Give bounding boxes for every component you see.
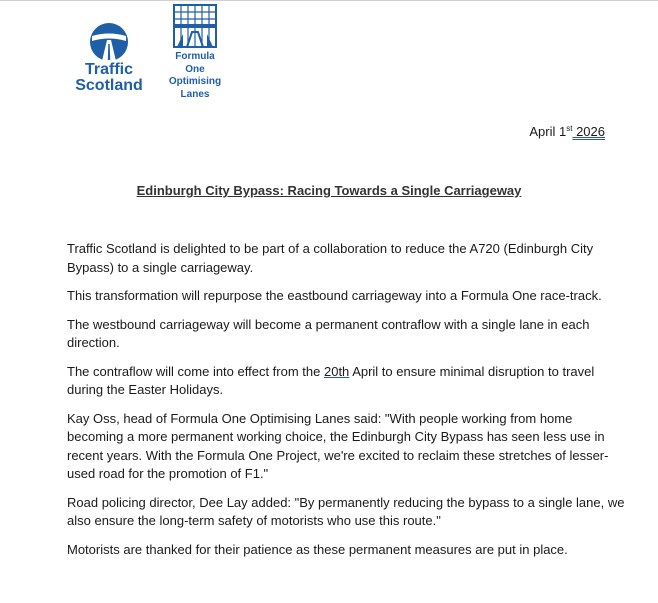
f1-logo-line4: Lanes [180, 88, 210, 100]
paragraph-7: Motorists are thanked for their patience as these permanent measures are put in place. [67, 541, 568, 557]
traffic-scotland-logo [73, 22, 145, 94]
paragraph-4-start: The contraflow will come into effect from the [67, 363, 324, 379]
page-top-border [0, 0, 658, 1]
f1-logo-line1: Formula [175, 51, 215, 62]
traffic-scotland-line1: Traffic [84, 61, 133, 78]
traffic-scotland-emblem-icon [87, 22, 131, 62]
paragraph-4-date: 20th [323, 363, 350, 379]
paragraph-6: Road policing director, Dee Lay added: "By permanently reducing the bypass to a single lane, we also ensure the long-term safety of motorists who use this route." [67, 494, 625, 528]
page-title: Edinburgh City Bypass: Racing Towards a Single Carriageway [136, 183, 522, 198]
formula-one-lanes-wordmark [160, 51, 230, 101]
date-year: 2026 [572, 124, 605, 139]
press-release-date [529, 124, 605, 139]
traffic-scotland-line2: Scotland [75, 77, 143, 94]
date-day: April 1 [529, 124, 567, 139]
date-ordinal: st [566, 124, 573, 133]
press-release-body [67, 240, 627, 569]
racetrack-grid-icon [173, 4, 217, 48]
formula-one-lanes-logo [160, 4, 230, 101]
f1-logo-line2: One [185, 63, 205, 75]
paragraph-3: The westbound carriageway will become a permanent contraflow with a single lane in each direction. [67, 316, 590, 350]
f1-logo-line3: Optimising [168, 76, 222, 87]
paragraph-4 [67, 363, 627, 400]
paragraph-2: This transformation will repurpose the eastbound carriageway into a Formula One race-track. [67, 288, 602, 303]
paragraph-1: Traffic Scotland is delighted to be part of a collaboration to reduce the A720 (Edinburgh City Bypass) to a single carriageway. [67, 241, 594, 275]
traffic-scotland-wordmark [73, 62, 145, 94]
paragraph-5: Kay Oss, head of Formula One Optimising Lanes said: "With people working from home becoming a more permanent working choice, the Edinburgh City Bypass has seen less use in recent years. With the Formula One Project, we're excited to reclaim these stretches of lesser-used road for the promotion of F1." [67, 410, 609, 481]
paragraph-4-end: April to ensure minimal disruption to travel during the Easter Holidays. [67, 363, 595, 397]
